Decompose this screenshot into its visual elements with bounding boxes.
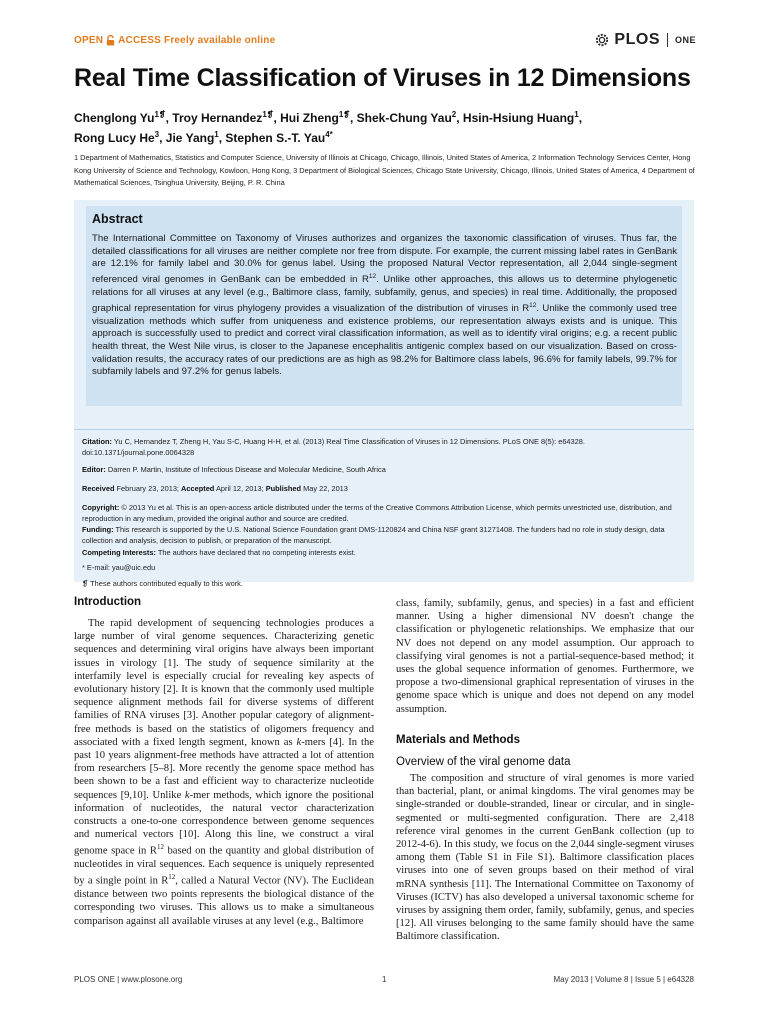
abstract-text: The International Committee on Taxonomy of Viruses authorizes and organizes the taxonomic classification of viruses. Thus far, the detailed classifications for all viruses are neither complete nor free from dispute. For example, the current missing label rates in GenBank are 12.1% for family label and 30.0% for genus label. Using the proposed Natural Vector representation, all 2,044 single-segment referenced viral genomes in GenBank can be embedded in $R^{12}$. Unlike other approaches, this allows us to determine phylogenetic relations for all viruses at any level (e.g., Baltimore class, family, subfamily, genus, and species) in real time. Additionally, the proposed graphical representation for virus phylogeny provides a visualization of the distribution of viruses in $R^{12}$. Unlike the commonly used tree visualization methods which suffer from uniqueness and existence problems, our representation always exists and is unique. This approach is successfully used to predict and correct viral classification information, as well as to identify viral origins; e.g. a recent public health threat, the West Nile virus, is closer to the Japanese encephalitis antigenic complex based on our visualization. Based on cross-validation results, the accuracy rates of our predictions are as high as 98.2% for Baltimore class labels, 96.6% for family labels, 99.7% for subfamily labels and 97.2% for genus labels. xyxy=(92,233,677,378)
meta-divider xyxy=(74,429,694,430)
logo-divider xyxy=(667,33,668,47)
methods-paragraph: The composition and structure of viral genomes is more varied than bacterial, plant, or animal kingdoms. The viral genomes may be single-stranded or double-stranded, linear or circular, and in single-segmented or multi-segmented configuration. There are 2,418 reference viral genomes in the current GenBank collection (up to 2012-4-6). In this study, we focus on the 2,044 single-segment viruses among them (Table S1 in File S1). Baltimore classification places viruses into one of seven groups based on their method of viral mRNA synthesis [11]. The International Committee on Taxonomy of Viruses (ICTV) has also developed a universal taxonomic scheme for viruses by assigning them order, family, subfamily, genus, and species [12]. All viruses belonging to the same family should have the same Baltimore classification. xyxy=(396,773,694,943)
author: Hui Zheng$^{1❡}$, xyxy=(280,110,357,125)
corresponding-email: * E-mail: yau@uic.edu xyxy=(82,563,156,572)
methods-column xyxy=(396,772,694,944)
dates: Received February 23, 2013; Accepted April 12, 2013; Published May 22, 2013 xyxy=(82,484,348,493)
author: Hsin-Hsiung Huang$^1$, xyxy=(462,110,583,125)
author: Rong Lucy He$^3$, xyxy=(74,130,166,145)
introduction-paragraph-continued: class, family, subfamily, genus, and species) in a fast and efficient manner. Using a higher dimensional NV doesn't change the classification or phylogenetic relationships. We emphasize that our NV does not depend on any model assumption. Our approach to classifying viral genomes is not a partial-sequence-based method; it uses the global sequence information of genomes. Furthermore, we propose a two-dimensional graphical representation of viruses in the genome space which is unique and does not depend on any model assumption. xyxy=(396,598,694,715)
competing-interests: Competing Interests: The authors have declared that no competing interests exist. xyxy=(82,548,356,557)
author-list xyxy=(74,108,694,148)
open-lock-icon xyxy=(106,35,115,46)
methods-subheading: Overview of the viral genome data xyxy=(396,756,571,768)
abstract-heading: Abstract xyxy=(92,212,143,226)
plos-one-logo xyxy=(594,31,696,49)
author: Troy Hernandez$^{1❡}$, xyxy=(172,110,281,125)
access-label: ACCESS xyxy=(118,35,162,46)
plos-wordmark: PLOS xyxy=(614,31,660,48)
author: Jie Yang$^1$, xyxy=(165,130,226,145)
introduction-column-right xyxy=(396,597,694,716)
footer-issue: May 2013 | Volume 8 | Issue 5 | e64328 xyxy=(553,975,694,984)
footer-journal: PLOS ONE | www.plosone.org xyxy=(74,975,183,984)
article-title: Real Time Classification of Viruses in 12 Dimensions xyxy=(74,64,691,92)
open-access-banner xyxy=(74,35,275,46)
affiliations: 1 Department of Mathematics, Statistics and Computer Science, University of Illinois at Chicago, Chicago, Illinois, United States of America, 2 Information Technology Services Center, Hong Kong University of Science and Technology, Kowloon, Hong Kong, 3 Department of Biological Sciences, Chicago State University, Chicago, Illinois, United States of America, 4 Department of Mathematical Sciences, Tsinghua University, Beijing, P. R. China xyxy=(74,153,695,187)
freely-available-label: Freely available online xyxy=(164,35,276,46)
citation: Citation: Yu C, Hernandez T, Zheng H, Yau S-C, Huang H-H, et al. (2013) Real Time Classification of Viruses in 12 Dimensions. PLoS ONE 8(5): e64328. doi:10.1371/journal.pone.0064328 xyxy=(82,437,585,457)
plos-gear-icon xyxy=(594,32,610,48)
methods-heading: Materials and Methods xyxy=(396,734,520,746)
copyright: Copyright: © 2013 Yu et al. This is an open-access article distributed under the terms of the Creative Commons Attribution License, which permits unrestricted use, distribution, and reproduction in any medium, provided the original author and source are credited. xyxy=(82,503,672,523)
funding: Funding: This research is supported by the U.S. National Science Foundation grant DMS-1120824 and China NSF grant 31271408. The funders had no role in study design, data collection and analysis, decision to publish, or preparation of the manuscript. xyxy=(82,525,665,545)
author: Shek-Chung Yau$^2$, xyxy=(356,110,463,125)
introduction-column-left xyxy=(74,617,374,928)
introduction-heading: Introduction xyxy=(74,596,142,608)
open-label: OPEN xyxy=(74,35,104,46)
author: Chenglong $Yu^{1❡}$, xyxy=(74,110,173,125)
page-number: 1 xyxy=(382,975,387,984)
equal-contribution-note: ❡ These authors contributed equally to this work. xyxy=(82,579,243,588)
introduction-paragraph: The rapid development of sequencing technologies produces a large number of viral genome sequences. Characterizing genetic sequences and determining viral origins have always been important issues in virology [1]. The study of sequence similarity at the interfamily level is especially crucial for revealing key aspects of evolutionary history [2]. It is known that the commonly used multiple sequence alignment methods fail for diverse systems of different families of RNA viruses [3]. Another popular category of alignment-free methods is based on the statistics of oligomers frequency and associated with a fixed length segment, known as k-mers [4]. In the past 10 years alignment-free methods have attracted a lot of attention from researchers [5–8]. More recently the genome space method has been shown to be a fast and efficient way to characterize nucleotide sequences [9,10]. Unlike k-mer methods, which ignore the positional information of nucleotides, the natural vector characterization constructs a one-to-one correspondence between genome sequences and numerical vectors [10]. Along this line, we construct a viral genome space in $R^{12}$ based on the quantity and global distribution of nucleotides in viral sequences. Each sequence is uniquely represented by a single point in $R^{12}$, called a Natural Vector (NV). The Euclidean distance between two points represents the biological distance of the corresponding two viruses. This allows us to make a simultaneous comparison against all available viruses at any level (e.g., Baltimore xyxy=(74,618,375,927)
author: Stephen S.-T. Yau$^{4*}$ xyxy=(225,130,333,145)
editor: Editor: Darren P. Martin, Institute of Infectious Disease and Molecular Medicine, South Africa xyxy=(82,465,386,474)
one-wordmark: ONE xyxy=(674,35,696,45)
